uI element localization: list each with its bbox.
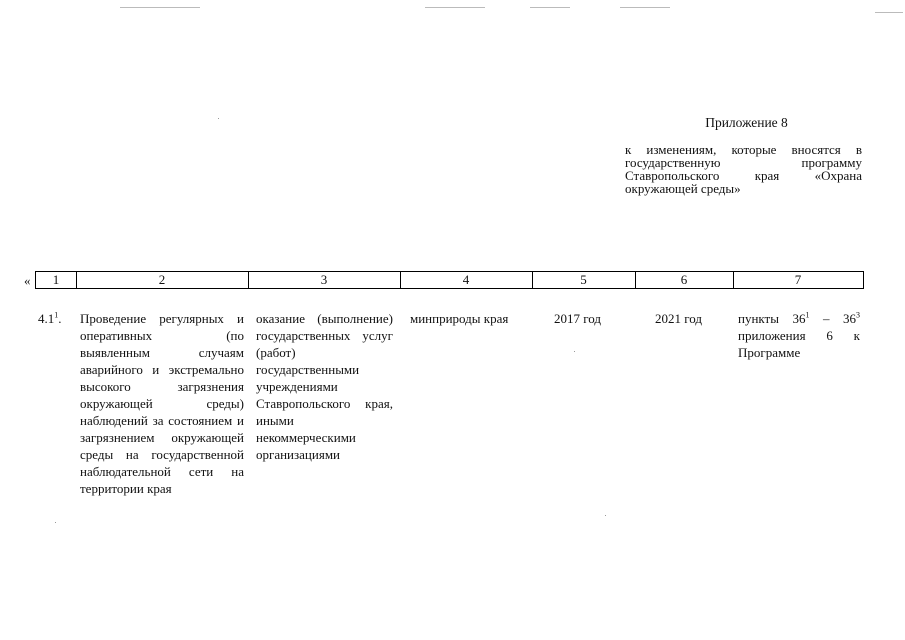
header-cell-3: 3 — [248, 272, 401, 288]
scan-artifact — [620, 7, 670, 8]
row-responsible: минприроды края — [410, 311, 509, 326]
row-number-sup: 1 — [54, 310, 59, 320]
row-number-main: 4.1 — [38, 311, 55, 326]
scan-artifact — [425, 7, 485, 8]
row-executor-type: оказание (выполнение) государственных услуг (работ) государственными учреждениями Ставропольского края, иными некоммерческими организациями — [256, 311, 393, 462]
reference-sup-1: 1 — [805, 310, 810, 320]
header-cell-5: 5 — [532, 272, 636, 288]
row-end-year: 2021 год — [655, 311, 702, 326]
header-cell-1: 1 — [36, 272, 77, 288]
appendix-description: к изменениям, которые вносятся в государственную программу Ставропольского края «Охрана окружающей среды» — [625, 142, 862, 196]
header-cell-6: 6 — [635, 272, 734, 288]
header-cell-4: 4 — [400, 272, 533, 288]
scan-speck — [218, 118, 219, 119]
table-header-row — [35, 271, 864, 289]
reference-sup-2: 3 — [856, 310, 860, 320]
scan-artifact — [875, 12, 903, 13]
header-cell-2: 2 — [76, 272, 249, 288]
row-start-year: 2017 год — [554, 311, 601, 326]
reference-prefix: пункты 36 — [738, 311, 806, 326]
header-cell-7: 7 — [794, 272, 802, 287]
reference-dash: – 36 — [809, 311, 856, 326]
appendix-title: Приложение 8 — [705, 115, 788, 130]
row-description: Проведение регулярных и оперативных (по выявленным случаям аварийного и экстремально высокого загрязнения окружающей среды) наблюдений за состоянием и загрязнением окружающей среды на государственной наблюдательной сети на территории края — [80, 311, 244, 496]
scan-artifact — [120, 7, 200, 8]
appendix-block — [625, 116, 862, 195]
scan-speck — [605, 515, 606, 516]
scan-speck — [574, 351, 575, 352]
row-reference — [738, 310, 860, 361]
row-number-suffix: . — [58, 311, 62, 326]
scan-artifact — [530, 7, 570, 8]
opening-quote: « — [24, 273, 31, 288]
reference-suffix: приложения 6 к Программе — [738, 328, 860, 360]
scan-speck — [55, 522, 56, 523]
row-number — [38, 310, 74, 327]
